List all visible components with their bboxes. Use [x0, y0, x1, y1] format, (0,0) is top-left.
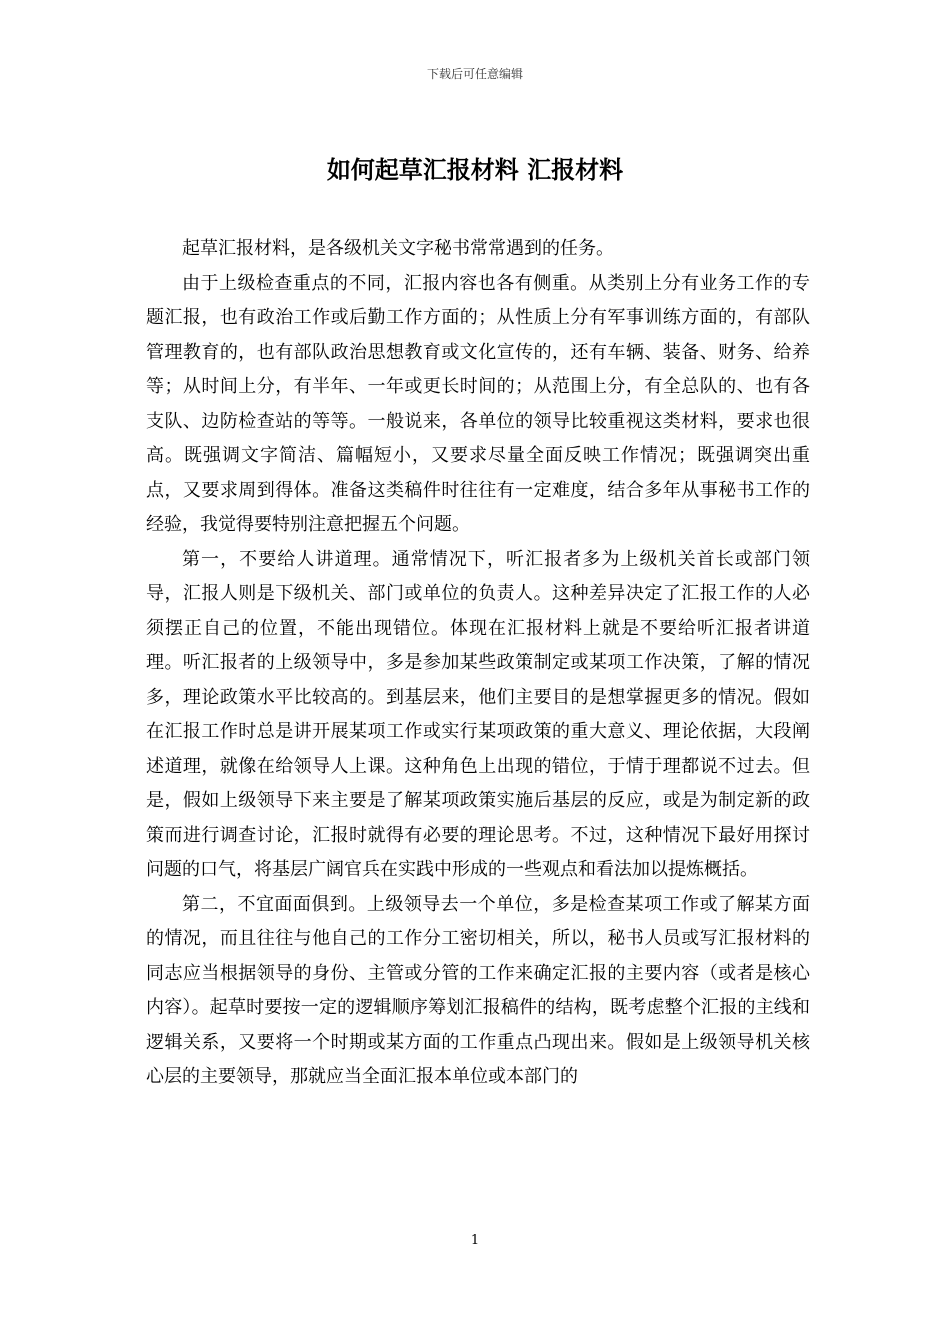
document-title: 如何起草汇报材料 汇报材料 — [326, 155, 624, 184]
header-note: 下载后可任意编辑 — [426, 67, 523, 81]
paragraph-background: 由于上级检查重点的不同，汇报内容也各有侧重。从类别上分有业务工作的专题汇报，也有政治工作或后勤工作方面的；从性质上分有军事训练方面的，有部队管理教育的，也有部队政治思想教育或文化宣传的，还有车辆、装备、财务、给养等；从时间上分，有半年、一年或更长时间的；从范围上分，有全总队的、也有各支队、边防检查站的等等。一般说来，各单位的领导比较重视这类材料，要求也很高。既强调文字简洁、篇幅短小，又要求尽量全面反映工作情况；既强调突出重点，又要求周到得体。准备这类稿件时往往有一定难度，结合多年从事秘书工作的经验，我觉得要特别注意把握五个问题。 — [146, 272, 810, 535]
paragraph-point-two: 第二，不宜面面俱到。上级领导去一个单位，多是检查某项工作或了解某方面的情况，而且往往与他自己的工作分工密切相关，所以，秘书人员或写汇报材料的同志应当根据领导的身份、主管或分管的工作来确定汇报的主要内容（或者是核心内容）。起草时要按一定的逻辑顺序筹划汇报稿件的结构，既考虑整个汇报的主线和逻辑关系，又要将一个时期或某方面的工作重点凸现出来。假如是上级领导机关核心层的主要领导，那就应当全面汇报本单位或本部门的 — [146, 893, 810, 1087]
page-number: 1 — [470, 1233, 480, 1248]
paragraph-point-one: 第一，不要给人讲道理。通常情况下，听汇报者多为上级机关首长或部门领导，汇报人则是下级机关、部门或单位的负责人。这种差异决定了汇报工作的人必须摆正自己的位置，不能出现错位。体现在汇报材料上就是不要给听汇报者讲道理。听汇报者的上级领导中，多是参加某些政策制定或某项工作决策，了解的情况多，理论政策水平比较高的。到基层来，他们主要目的是想掌握更多的情况。假如在汇报工作时总是讲开展某项工作或实行某项政策的重大意义、理论依据，大段阐述道理，就像在给领导人上课。这种角色上出现的错位，于情于理都说不过去。但是，假如上级领导下来主要是了解某项政策实施后基层的反应，或是为制定新的政策而进行调查讨论，汇报时就得有必要的理论思考。不过，这种情况下最好用探讨问题的口气，将基层广阔官兵在实践中形成的一些观点和看法加以提炼概括。 — [146, 548, 810, 880]
paragraph-intro: 起草汇报材料，是各级机关文字秘书常常遇到的任务。 — [182, 238, 614, 259]
document-body — [146, 232, 810, 1095]
